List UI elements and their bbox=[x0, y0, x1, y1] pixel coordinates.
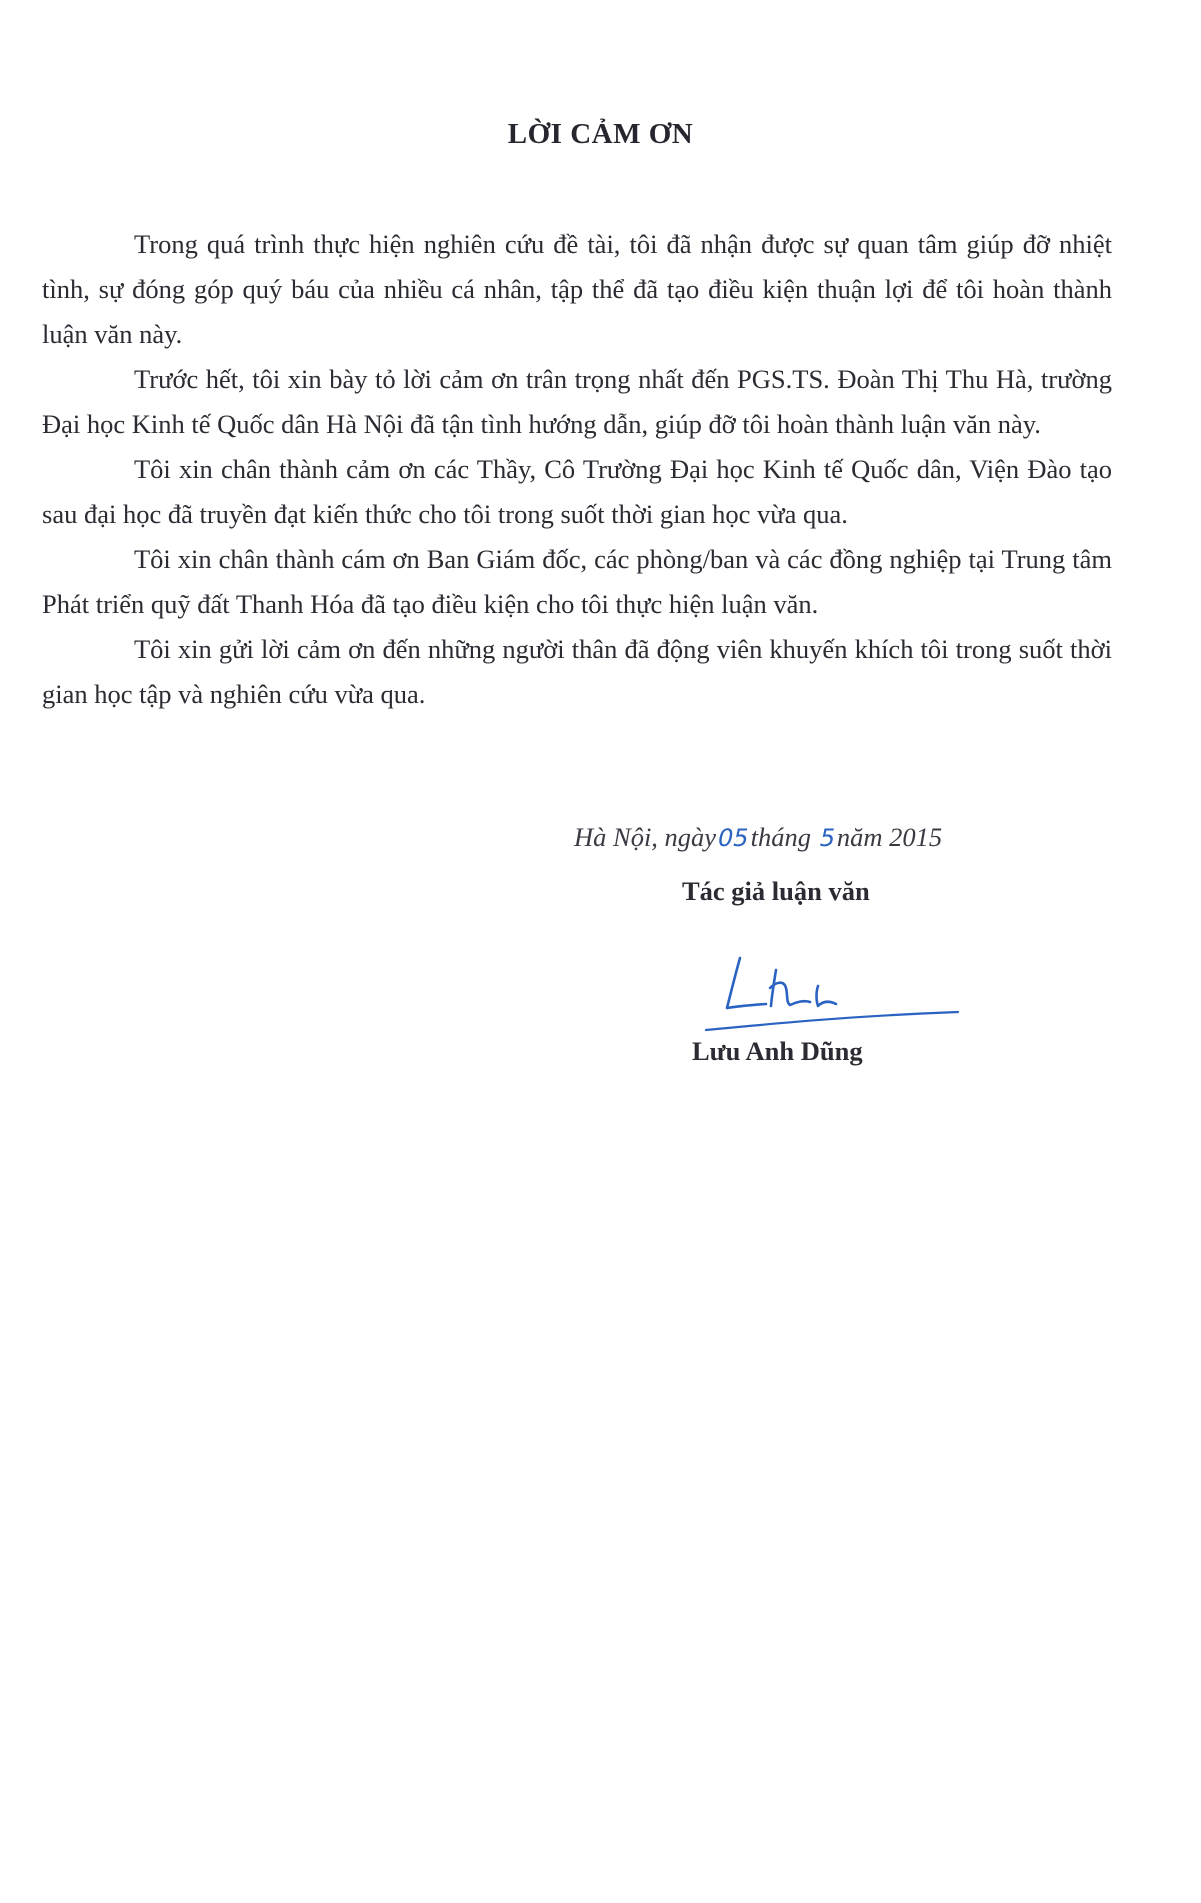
date-year-label: năm 2015 bbox=[836, 822, 943, 852]
paragraph: Trước hết, tôi xin bày tỏ lời cảm ơn trân trọng nhất đến PGS.TS. Đoàn Thị Thu Hà, trường Đại học Kinh tế Quốc dân Hà Nội đã tận tình hướng dẫn, giúp đỡ tôi hoàn thành luận văn này. bbox=[42, 364, 1112, 439]
handwritten-month: 5 bbox=[816, 824, 838, 852]
author-name: Lưu Anh Dũng bbox=[692, 1036, 863, 1066]
page-title: LỜI CẢM ƠN bbox=[507, 118, 694, 150]
paragraph: Tôi xin chân thành cảm ơn các Thầy, Cô Trường Đại học Kinh tế Quốc dân, Viện Đào tạo sau đại học đã truyền đạt kiến thức cho tôi trong suốt thời gian học vừa qua. bbox=[42, 454, 1112, 529]
date-place-prefix: Hà Nội, ngày bbox=[574, 822, 717, 852]
date-line bbox=[574, 822, 942, 853]
handwritten-day: 05 bbox=[715, 824, 752, 852]
paragraph: Tôi xin gửi lời cảm ơn đến những người thân đã động viên khuyến khích tôi trong suốt thời gian học tập và nghiên cứu vừa qua. bbox=[42, 634, 1112, 709]
date-month-label: tháng bbox=[750, 822, 811, 852]
signature-icon bbox=[700, 950, 970, 1040]
paragraph: Trong quá trình thực hiện nghiên cứu đề tài, tôi đã nhận được sự quan tâm giúp đỡ nhiệt tình, sự đóng góp quý báu của nhiều cá nhân, tập thể đã tạo điều kiện thuận lợi để tôi hoàn thành luận văn này. bbox=[42, 229, 1112, 349]
acknowledgement-body bbox=[42, 222, 1112, 717]
author-role: Tác giả luận văn bbox=[682, 876, 870, 906]
paragraph: Tôi xin chân thành cám ơn Ban Giám đốc, các phòng/ban và các đồng nghiệp tại Trung tâm Phát triển quỹ đất Thanh Hóa đã tạo điều kiện cho tôi thực hiện luận văn. bbox=[42, 544, 1112, 619]
